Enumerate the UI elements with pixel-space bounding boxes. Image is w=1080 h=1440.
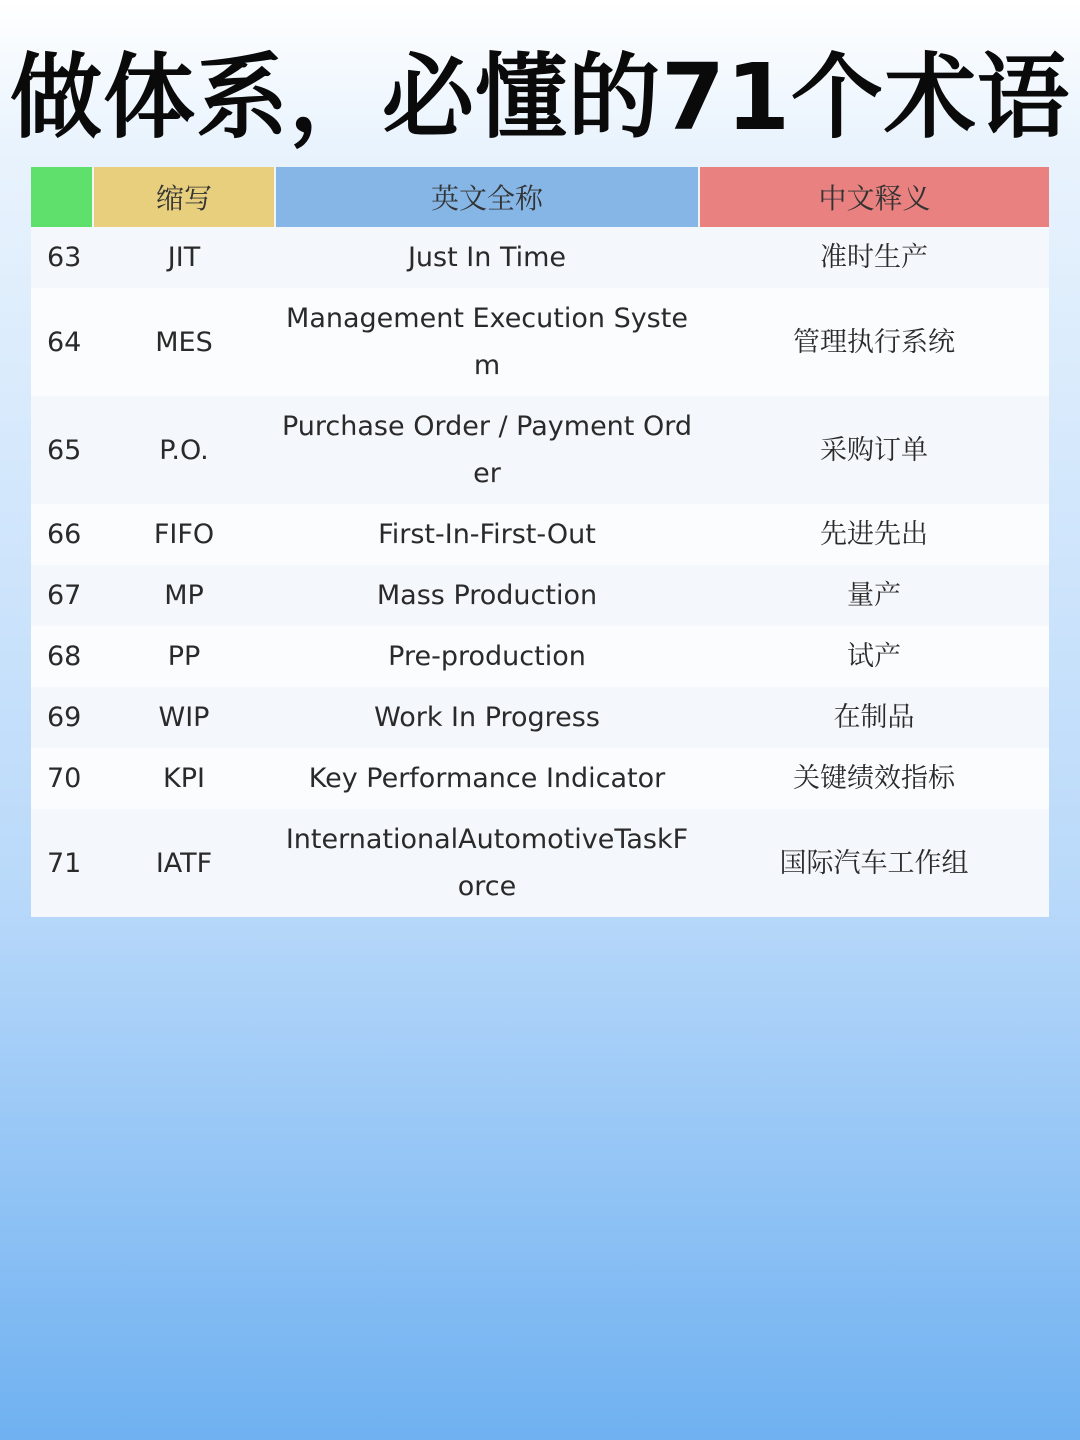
- row-chinese: 关键绩效指标: [699, 748, 1049, 809]
- header-chinese: 中文释义: [699, 167, 1049, 227]
- row-abbreviation: MES: [93, 288, 275, 396]
- row-english: Mass Production: [275, 565, 699, 626]
- row-english: Just In Time: [275, 227, 699, 288]
- header-abbreviation: 缩写: [93, 167, 275, 227]
- table-row: [31, 396, 1049, 504]
- page-title: 做体系，必懂的71个术语: [9, 44, 1071, 151]
- row-abbreviation: MP: [93, 565, 275, 626]
- row-number: 71: [31, 809, 93, 917]
- row-abbreviation: IATF: [93, 809, 275, 917]
- row-chinese: 量产: [699, 565, 1049, 626]
- row-chinese: 采购订单: [699, 396, 1049, 504]
- row-chinese: 试产: [699, 626, 1049, 687]
- row-english: InternationalAutomotiveTaskForce: [275, 809, 699, 917]
- table-row: [31, 565, 1049, 626]
- row-chinese: 国际汽车工作组: [699, 809, 1049, 917]
- row-abbreviation: FIFO: [93, 504, 275, 565]
- row-abbreviation: KPI: [93, 748, 275, 809]
- row-english: Pre-production: [275, 626, 699, 687]
- table-header-row: [31, 167, 1049, 227]
- header-english: 英文全称: [275, 167, 699, 227]
- row-abbreviation: JIT: [93, 227, 275, 288]
- row-english: Work In Progress: [275, 687, 699, 748]
- row-chinese: 管理执行系统: [699, 288, 1049, 396]
- table-row: [31, 626, 1049, 687]
- table-row: [31, 288, 1049, 396]
- table-row: [31, 687, 1049, 748]
- row-number: 67: [31, 565, 93, 626]
- row-number: 66: [31, 504, 93, 565]
- row-english: Key Performance Indicator: [275, 748, 699, 809]
- row-abbreviation: PP: [93, 626, 275, 687]
- row-chinese: 先进先出: [699, 504, 1049, 565]
- table-row: [31, 748, 1049, 809]
- row-number: 63: [31, 227, 93, 288]
- row-number: 65: [31, 396, 93, 504]
- row-number: 69: [31, 687, 93, 748]
- table-row: [31, 227, 1049, 288]
- table-row: [31, 809, 1049, 917]
- row-english: First-In-First-Out: [275, 504, 699, 565]
- row-abbreviation: P.O.: [93, 396, 275, 504]
- row-chinese: 在制品: [699, 687, 1049, 748]
- row-number: 64: [31, 288, 93, 396]
- table-row: [31, 504, 1049, 565]
- terms-table: [31, 167, 1049, 917]
- row-number: 70: [31, 748, 93, 809]
- row-english: Management Execution System: [275, 288, 699, 396]
- row-number: 68: [31, 626, 93, 687]
- row-english: Purchase Order / Payment Order: [275, 396, 699, 504]
- header-number: [31, 167, 93, 227]
- row-chinese: 准时生产: [699, 227, 1049, 288]
- row-abbreviation: WIP: [93, 687, 275, 748]
